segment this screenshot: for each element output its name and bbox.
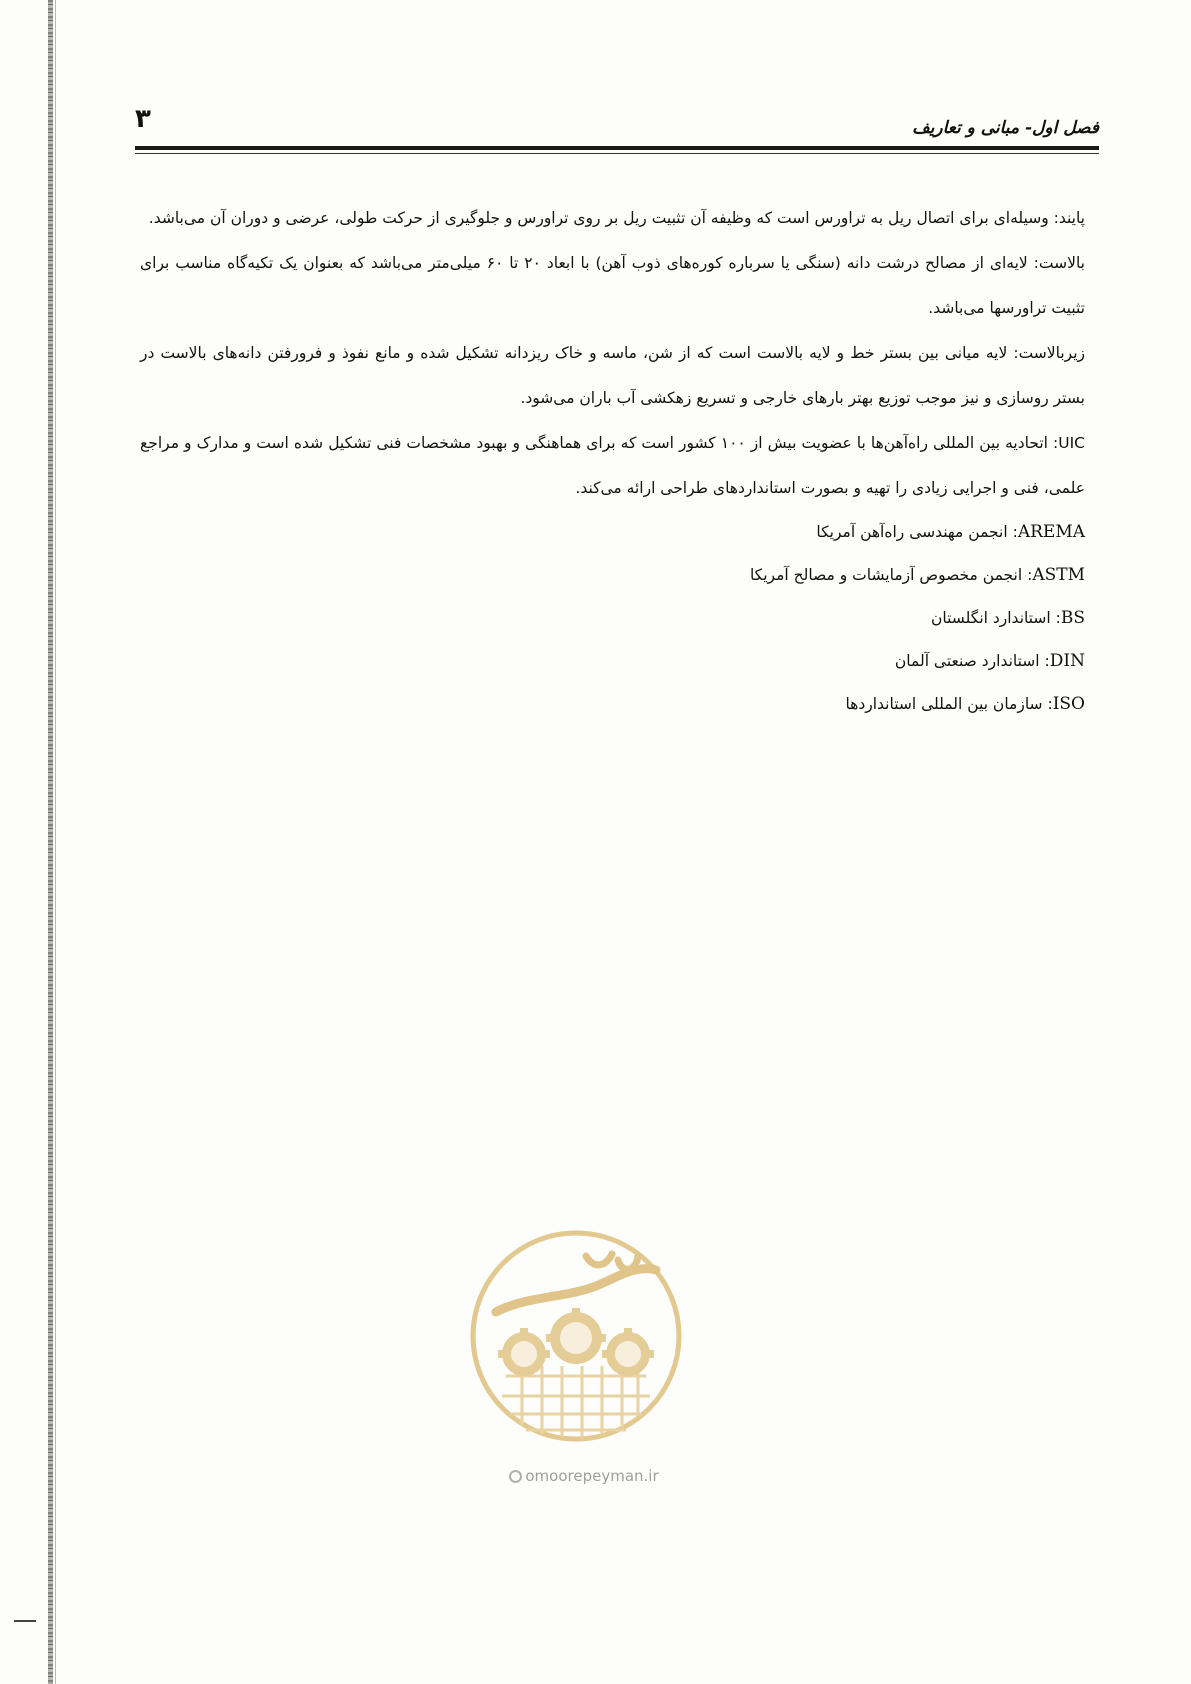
abbreviation-definition: : استاندارد انگلستان bbox=[931, 609, 1061, 627]
abbreviation-item bbox=[140, 511, 1085, 554]
abbreviation-term: BS bbox=[1060, 608, 1085, 628]
running-header: فصل اول- مبانی و تعاریف bbox=[912, 118, 1099, 138]
main-text bbox=[140, 196, 1085, 726]
abbreviation-item bbox=[140, 554, 1085, 597]
watermark-logo bbox=[466, 1226, 686, 1446]
watermark-url bbox=[474, 1467, 694, 1485]
scan-binding-line bbox=[55, 0, 56, 1684]
header-rule-thin bbox=[135, 153, 1099, 154]
page-number: ۳ bbox=[135, 104, 151, 134]
abbreviation-term: ASTM bbox=[1032, 565, 1085, 585]
abbreviation-definition: : سازمان بین المللی استانداردها bbox=[845, 695, 1053, 713]
abbreviation-definition: : انجمن مهندسی راه‌آهن آمریکا bbox=[816, 523, 1018, 541]
abbreviation-term: DIN bbox=[1049, 651, 1085, 671]
definition-paragraph-subballast: زیربالاست: لایه میانی بین بستر خط و لایه بالاست است که از شن، ماسه و خاک ریزدانه تشکیل شده و مانع نفوذ و فرورفتن دانه‌های بالاست در بستر روسازی و نیز موجب توزیع بهتر بارهای خارجی و تسریع زهکشی آب باران می‌شود. bbox=[140, 344, 1085, 407]
abbreviation-definition: : انجمن مخصوص آزمایشات و مصالح آمریکا bbox=[749, 566, 1033, 584]
definition-paragraph-uic: UIC: اتحادیه بین المللی راه‌آهن‌ها با عضویت بیش از ۱۰۰ کشور است که برای هماهنگی و بهبود مشخصات فنی تشکیل شده است و مدارک و مراجع علمی، فنی و اجرایی زیادی را تهیه و بصورت استانداردهای طراحی ارائه می‌کند. bbox=[140, 434, 1085, 497]
abbreviation-item bbox=[140, 683, 1085, 726]
definition-paragraph-payand: پایند: وسیله‌ای برای اتصال ریل به تراورس است که وظیفه آن تثبیت ریل بر روی تراورس و جلوگیری از حرکت طولی، عرضی و دوران آن می‌باشد. bbox=[148, 209, 1085, 227]
scan-artifact bbox=[14, 1620, 36, 1622]
abbreviation-term: ISO bbox=[1052, 694, 1085, 714]
header-rule bbox=[135, 146, 1099, 150]
abbreviation-list bbox=[140, 511, 1085, 726]
abbreviation-item bbox=[140, 597, 1085, 640]
abbreviation-term: AREMA bbox=[1017, 522, 1085, 542]
definition-paragraph-ballast: بالاست: لایه‌ای از مصالح درشت دانه (سنگی یا سرباره کوره‌های ذوب آهن) با ابعاد ۲۰ تا ۶۰ میلی‌متر می‌باشد که بعنوان یک تکیه‌گاه مناسب برای تثبیت تراورسها می‌باشد. bbox=[140, 254, 1085, 317]
scan-binding-edge bbox=[48, 0, 53, 1684]
at-sign-icon bbox=[509, 1470, 522, 1483]
abbreviation-definition: : استاندارد صنعتی آلمان bbox=[894, 652, 1050, 670]
watermark-url-text: omoorepeyman.ir bbox=[525, 1467, 659, 1485]
abbreviation-item bbox=[140, 640, 1085, 683]
